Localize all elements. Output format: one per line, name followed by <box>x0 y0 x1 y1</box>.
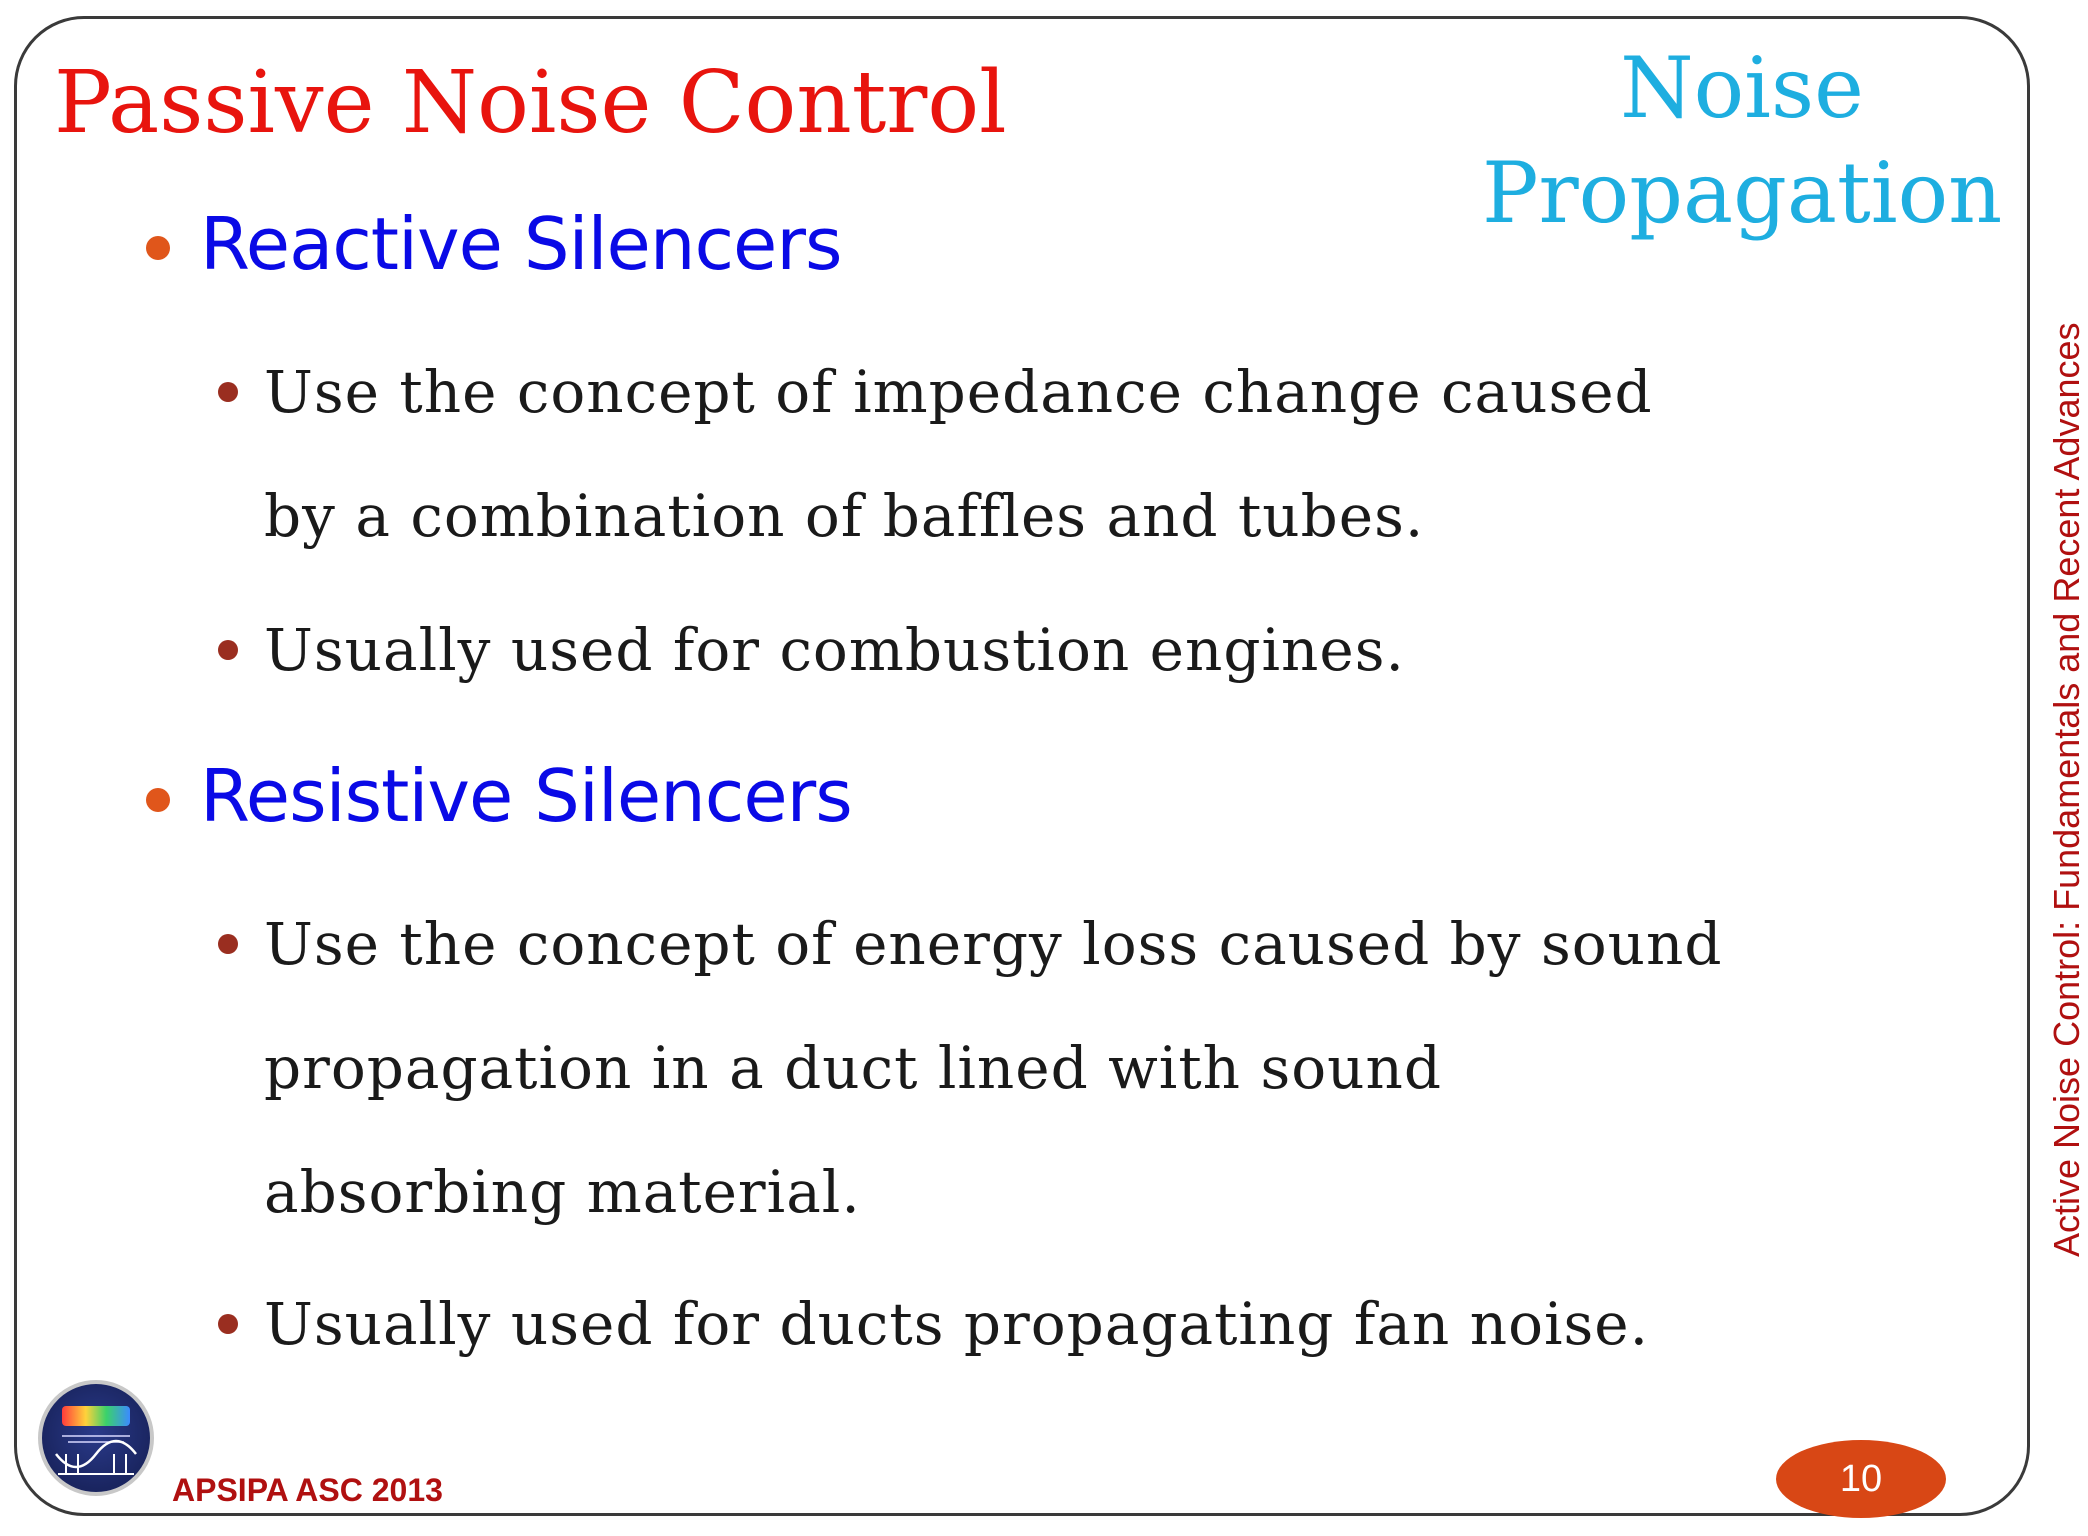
sub-bullet-dot <box>218 1314 238 1334</box>
bullet-heading: Reactive Silencers <box>200 202 842 286</box>
bullet-heading: Resistive Silencers <box>200 754 852 838</box>
apsipa-logo <box>38 1380 154 1496</box>
sub-bullet-text: Usually used for ducts propagating fan noise. <box>264 1290 1650 1358</box>
bullet-dot <box>146 236 170 260</box>
section-title-line1: Noise <box>1620 39 1864 137</box>
section-title <box>1482 36 2002 246</box>
sub-bullet-dot <box>218 640 238 660</box>
sub-bullet-dot <box>218 934 238 954</box>
sub-bullet-text: Use the concept of energy loss caused by sound propagation in a duct lined with sound absorbing material. <box>264 910 1723 1226</box>
logo-graphic-icon <box>42 1384 150 1492</box>
sub-bullet-text: Use the concept of impedance change caused by a combination of baffles and tubes. <box>264 358 1653 550</box>
sidebar-vertical-text: Active Noise Control: Fundamentals and Recent Advances <box>2046 322 2087 1257</box>
sub-bullet-dot <box>218 382 238 402</box>
footer-conference: APSIPA ASC 2013 <box>172 1472 443 1508</box>
slide-title: Passive Noise Control <box>54 53 1007 153</box>
section-title-line2: Propagation <box>1482 144 2003 242</box>
sub-bullet-text: Usually used for combustion engines. <box>264 616 1405 684</box>
bullet-dot <box>146 788 170 812</box>
page-number-badge: 10 <box>1776 1440 1946 1518</box>
